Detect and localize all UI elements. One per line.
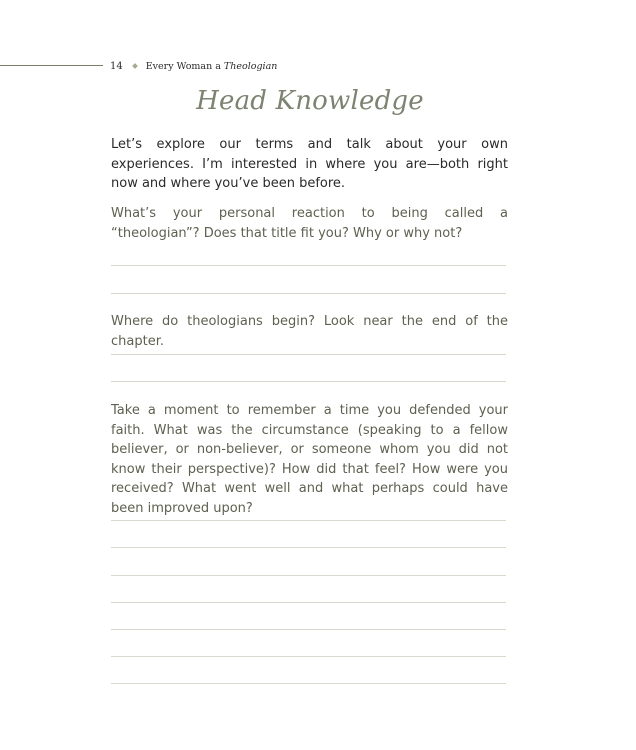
answer-line[interactable] [111, 656, 506, 657]
intro-paragraph: Let’s explore our terms and talk about your own experiences. I’m interested in where you are—both right now and where you’ve been before. [111, 137, 508, 191]
answer-line[interactable] [111, 293, 506, 294]
question-3: Take a moment to remember a time you defended your faith. What was the circumstance (speaking to a fellow believer, or non-believer, or someone whom you did not know their perspective)? How did that feel? How were you received? What went well and what perhaps could have been improved upon? [111, 403, 508, 516]
page-number: 14 [110, 60, 123, 72]
answer-line[interactable] [111, 602, 506, 603]
diamond-ornament-icon [132, 63, 138, 69]
running-header [110, 58, 277, 74]
answer-line[interactable] [111, 381, 506, 382]
answer-line[interactable] [111, 683, 506, 684]
header-rule [0, 65, 103, 66]
book-title: Every Woman a [145, 60, 221, 72]
answer-line[interactable] [111, 575, 506, 576]
book-title-italic: Theologian [223, 60, 278, 72]
answer-line[interactable] [111, 520, 506, 521]
question-1: What’s your personal reaction to being called a “theologian”? Does that title fit you? Why or why not? [111, 206, 508, 241]
answer-line[interactable] [111, 547, 506, 548]
question-2: Where do theologians begin? Look near the end of the chapter. [111, 314, 508, 349]
answer-line[interactable] [111, 629, 506, 630]
section-heading: Head Knowledge [196, 86, 424, 116]
answer-line[interactable] [111, 265, 506, 266]
answer-line[interactable] [111, 354, 506, 355]
